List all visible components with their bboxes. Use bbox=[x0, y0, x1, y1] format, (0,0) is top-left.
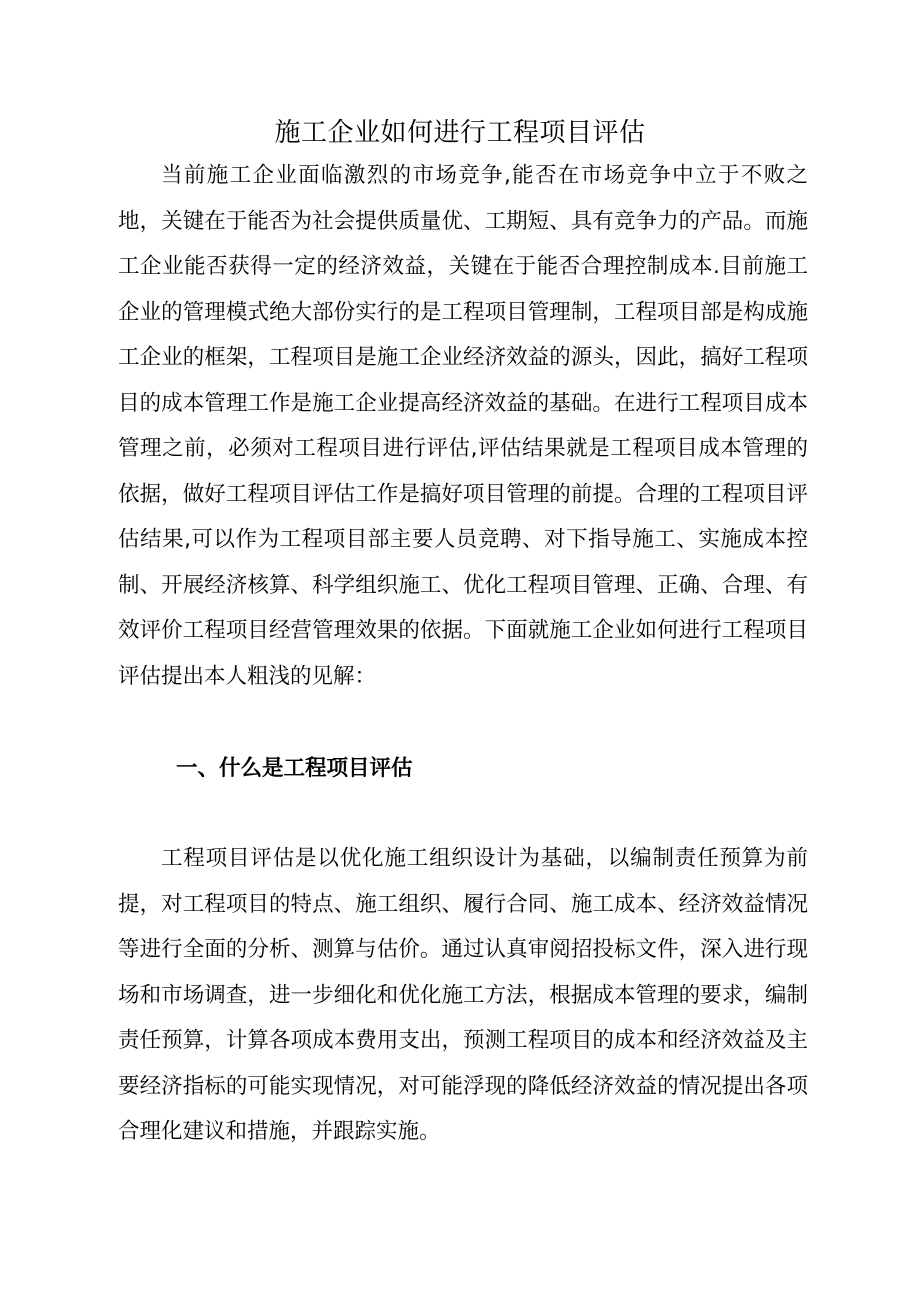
document-title: 施工企业如何进行工程项目评估 bbox=[274, 118, 646, 149]
section-heading: 一、什么是工程项目评估 bbox=[176, 756, 413, 781]
section-paragraph: 工程项目评估是以优化施工组织设计为基础，以编制责任预算为前提，对工程项目的特点、施工组织、履行合同、施工成本、经济效益情况等进行全面的分析、测算与估价。通过认真审阅招投标文件，深入进行现场和市场调查，进一步细化和优化施工方法，根据成本管理的要求，编制责任预算，计算各项成本费用支出，预测工程项目的成本和经济效益及主要经济指标的可能实现情况，对可能浮现的降低经济效益的情况提出各项合理化建议和措施，并跟踪实施。 bbox=[118, 846, 808, 1144]
intro-paragraph: 当前施工企业面临激烈的市场竞争,能否在市场竞争中立于不败之地，关键在于能否为社会提供质量优、工期短、具有竞争力的产品。而施工企业能否获得一定的经济效益，关键在于能否合理控制成本.目前施工企业的管理模式绝大部份实行的是工程项目管理制，工程项目部是构成施工企业的框架，工程项目是施工企业经济效益的源头，因此，搞好工程项目的成本管理工作是施工企业提高经济效益的基础。在进行工程项目成本管理之前，必须对工程项目进行评估,评估结果就是工程项目成本管理的依据，做好工程项目评估工作是搞好项目管理的前提。合理的工程项目评估结果,可以作为工程项目部主要人员竞聘、对下指导施工、实施成本控制、开展经济核算、科学组织施工、优化工程项目管理、正确、合理、有效评价工程项目经营管理效果的依据。下面就施工企业如何进行工程项目评估提出本人粗浅的见解： bbox=[118, 163, 808, 689]
